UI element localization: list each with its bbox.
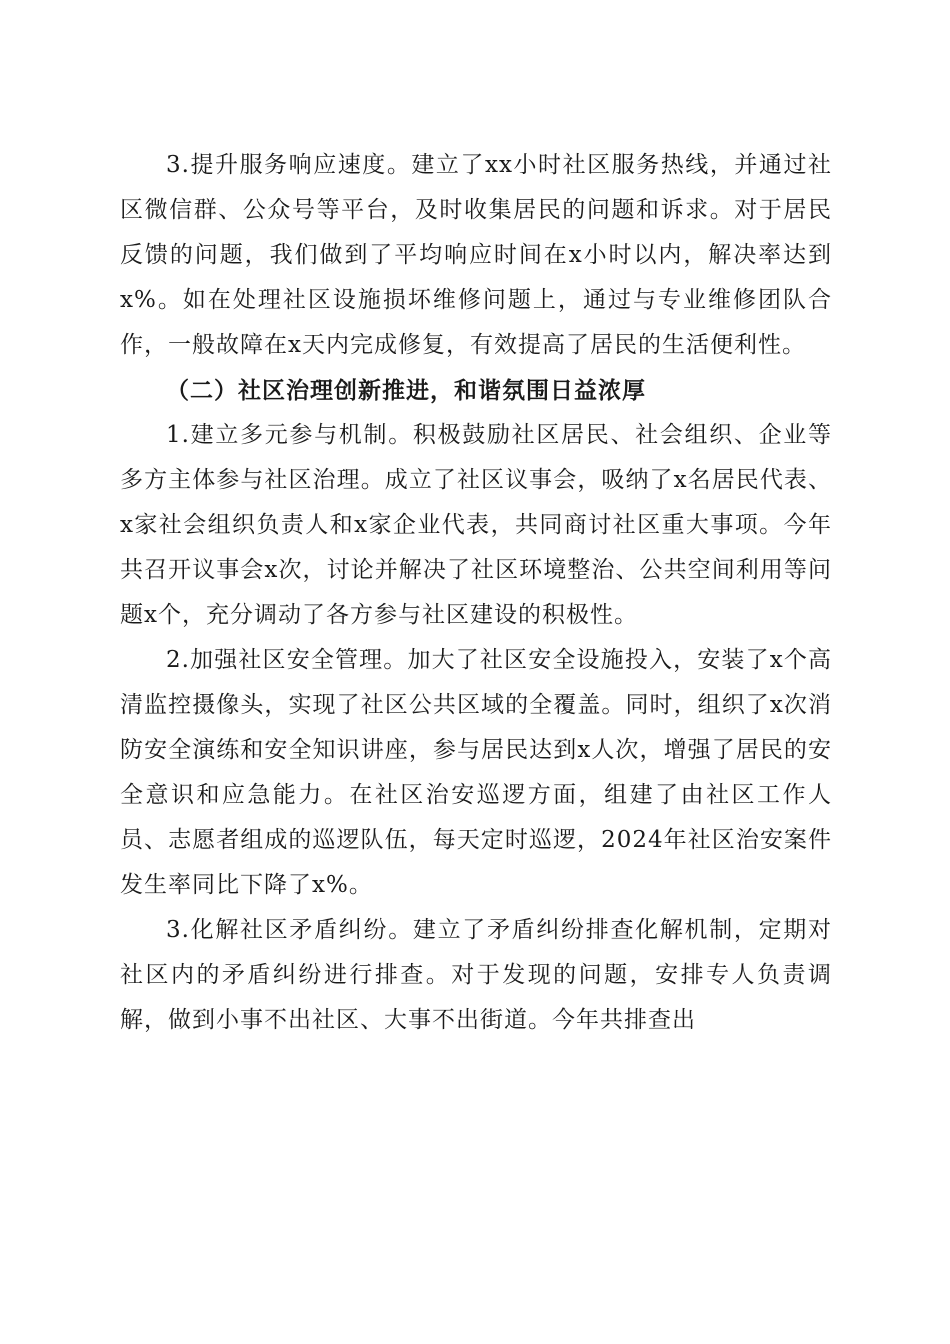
section-heading-governance: （二）社区治理创新推进，和谐氛围日益浓厚	[166, 377, 646, 404]
document-body	[120, 143, 832, 1043]
paragraph-safety-management: 2.加强社区安全管理。加大了社区安全设施投入，安装了x个高清监控摄像头，实现了社区公共区域的全覆盖。同时，组织了x次消防安全演练和安全知识讲座，参与居民达到x人次，增强了居民的安全意识和应急能力。在社区治安巡逻方面，组建了由社区工作人员、志愿者组成的巡逻队伍，每天定时巡逻，2024年社区治安案件发生率同比下降了x%。	[120, 647, 832, 898]
paragraph-participation-mechanism: 1.建立多元参与机制。积极鼓励社区居民、社会组织、企业等多方主体参与社区治理。成立了社区议事会，吸纳了x名居民代表、x家社会组织负责人和x家企业代表，共同商讨社区重大事项。今年共召开议事会x次，讨论并解决了社区环境整治、公共空间利用等问题x个，充分调动了各方参与社区建设的积极性。	[120, 422, 832, 628]
paragraph-dispute-resolution: 3.化解社区矛盾纠纷。建立了矛盾纠纷排查化解机制，定期对社区内的矛盾纠纷进行排查。对于发现的问题，安排专人负责调解，做到小事不出社区、大事不出街道。今年共排查出	[120, 917, 832, 1033]
paragraph-response-speed: 3.提升服务响应速度。建立了xx小时社区服务热线，并通过社区微信群、公众号等平台，及时收集居民的问题和诉求。对于居民反馈的问题，我们做到了平均响应时间在x小时以内，解决率达到x%。如在处理社区设施损坏维修问题上，通过与专业维修团队合作，一般故障在x天内完成修复，有效提高了居民的生活便利性。	[120, 152, 832, 358]
